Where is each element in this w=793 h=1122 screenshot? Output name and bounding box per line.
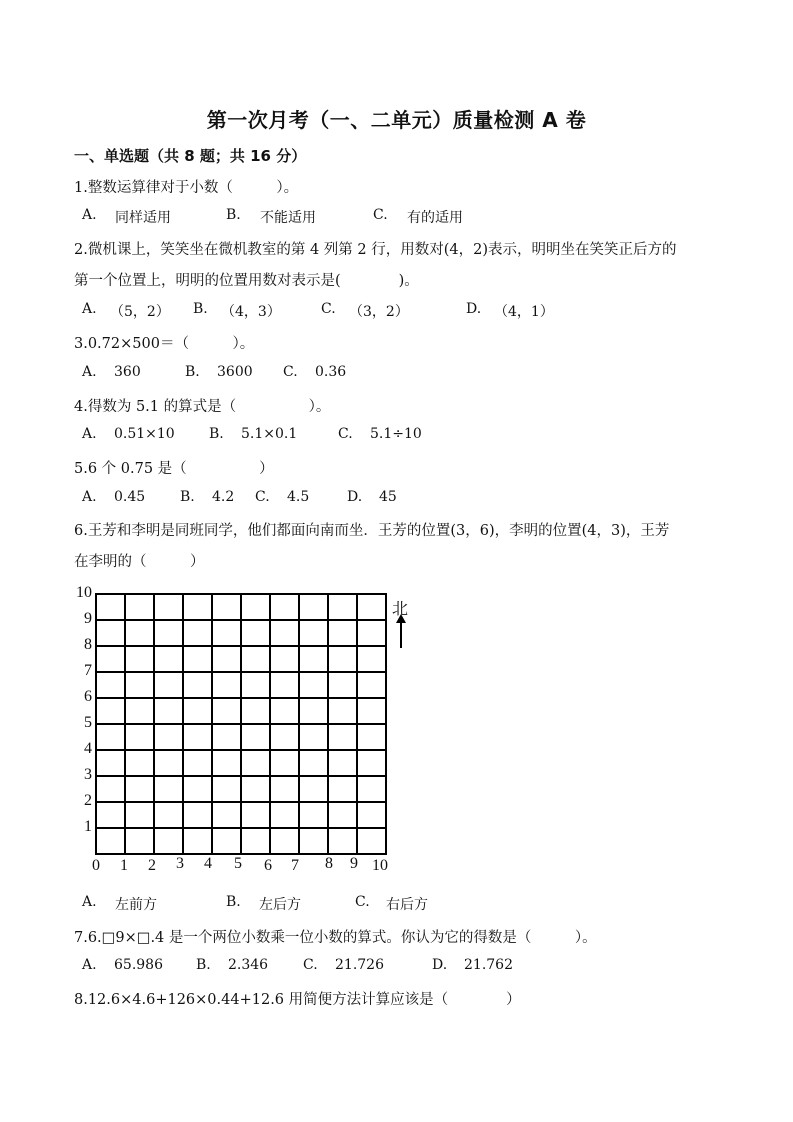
question-7-stem: 7.6.□9×□.4 是一个两位小数乘一位小数的算式。你认为它的得数是（ ）。 [74, 930, 597, 946]
grid-line [211, 593, 213, 855]
x-axis-label: 8 [325, 855, 333, 872]
q3-option-a-label: A. [82, 364, 97, 380]
q1-option-c-label: C. [373, 207, 388, 223]
q4-option-a-label: A. [82, 426, 97, 442]
q3-option-c-label: C. [283, 364, 298, 380]
question-5-stem: 5.6 个 0.75 是（ ） [74, 461, 274, 477]
x-axis-label: 9 [350, 855, 358, 872]
q5-option-d-text: 45 [379, 489, 397, 505]
q1-option-c-text: 有的适用 [407, 210, 463, 226]
grid-line [95, 593, 97, 855]
grid-line [385, 593, 387, 855]
x-axis-label: 2 [148, 857, 156, 874]
q4-option-b-text: 5.1×0.1 [241, 426, 298, 442]
north-arrow-icon [400, 620, 402, 648]
q5-option-b-text: 4.2 [212, 489, 235, 505]
q4-option-b-label: B. [209, 426, 224, 442]
q7-option-d-text: 21.762 [464, 957, 513, 973]
y-axis-label: 9 [84, 610, 92, 627]
q2-option-b-label: B. [193, 301, 208, 317]
x-axis-label: 10 [372, 857, 388, 874]
q7-option-b-text: 2.346 [228, 957, 269, 973]
x-axis-label: 4 [204, 855, 212, 872]
question-8-stem: 8.12.6×4.6+126×0.44+12.6 用简便方法计算应该是（ ） [74, 992, 521, 1008]
grid-line [269, 593, 271, 855]
question-3-stem: 3.0.72×500＝（ ）。 [74, 336, 255, 352]
grid-line [327, 593, 329, 855]
q1-option-a-text: 同样适用 [115, 210, 171, 226]
y-axis-label: 10 [76, 584, 92, 601]
q6-option-b-label: B. [226, 894, 241, 910]
y-axis-label: 4 [84, 740, 92, 757]
q5-option-d-label: D. [347, 489, 363, 505]
q1-option-a-label: A. [82, 207, 97, 223]
y-axis-label: 2 [84, 792, 92, 809]
page-title: 第一次月考（一、二单元）质量检测 A 卷 [206, 108, 587, 132]
q2-option-d-text: （4，1） [494, 304, 554, 320]
q1-option-b-text: 不能适用 [260, 210, 316, 226]
q1-option-b-label: B. [226, 207, 241, 223]
x-axis-label: 6 [264, 857, 272, 874]
grid-line [298, 593, 300, 855]
q6-option-b-text: 左后方 [259, 897, 301, 913]
question-2-stem-line2: 第一个位置上，明明的位置用数对表示是( )。 [74, 273, 419, 289]
x-axis-label: 7 [291, 857, 299, 874]
grid-line [182, 593, 184, 855]
y-axis-label: 3 [84, 766, 92, 783]
x-axis-label: 5 [234, 855, 242, 872]
x-axis-label: 1 [120, 857, 128, 874]
grid-line [356, 593, 358, 855]
grid-line [240, 593, 242, 855]
q3-option-b-text: 3600 [217, 364, 253, 380]
x-axis-label: 0 [92, 857, 100, 874]
q4-option-a-text: 0.51×10 [114, 426, 175, 442]
y-axis-label: 1 [84, 818, 92, 835]
north-label: 北 [392, 599, 409, 618]
question-2-stem-line1: 2.微机课上，笑笑坐在微机教室的第 4 列第 2 行，用数对(4，2)表示，明明坐在笑笑正后方的 [74, 242, 677, 258]
q7-option-a-text: 65.986 [114, 957, 163, 973]
q7-option-c-label: C. [303, 957, 318, 973]
q2-option-a-text: （5，2） [110, 304, 170, 320]
q7-option-a-label: A. [82, 957, 97, 973]
q3-option-b-label: B. [185, 364, 200, 380]
q2-option-c-text: （3，2） [349, 304, 409, 320]
question-6-stem-line1: 6.王芳和李明是同班同学，他们都面向南而坐．王芳的位置(3，6)，李明的位置(4，3)，王芳 [74, 523, 670, 539]
y-axis-label: 7 [84, 662, 92, 679]
y-axis-label: 6 [84, 688, 92, 705]
q5-option-a-text: 0.45 [114, 489, 146, 505]
question-4-stem: 4.得数为 5.1 的算式是（ ）。 [74, 399, 331, 415]
q5-option-b-label: B. [180, 489, 195, 505]
coordinate-grid [95, 593, 385, 853]
q5-option-c-text: 4.5 [287, 489, 310, 505]
q6-option-c-label: C. [355, 894, 370, 910]
q2-option-b-text: （4，3） [221, 304, 281, 320]
q2-option-d-label: D. [466, 301, 482, 317]
q2-option-a-label: A. [82, 301, 97, 317]
q6-option-a-label: A. [82, 894, 97, 910]
q5-option-a-label: A. [82, 489, 97, 505]
x-axis-label: 3 [176, 855, 184, 872]
q4-option-c-label: C. [338, 426, 353, 442]
q5-option-c-label: C. [255, 489, 270, 505]
grid-line [153, 593, 155, 855]
y-axis-label: 5 [84, 714, 92, 731]
q3-option-c-text: 0.36 [315, 364, 347, 380]
q7-option-b-label: B. [196, 957, 211, 973]
q7-option-c-text: 21.726 [335, 957, 384, 973]
section-heading: 一、单选题（共 8 题；共 16 分） [74, 147, 307, 165]
q3-option-a-text: 360 [114, 364, 141, 380]
question-6-stem-line2: 在李明的（ ） [74, 554, 205, 570]
grid-line [124, 593, 126, 855]
q6-option-c-text: 右后方 [386, 897, 428, 913]
q4-option-c-text: 5.1÷10 [370, 426, 422, 442]
q7-option-d-label: D. [432, 957, 448, 973]
question-1-stem: 1.整数运算律对于小数（ ）。 [74, 180, 299, 196]
q6-option-a-text: 左前方 [115, 897, 157, 913]
y-axis-label: 8 [84, 636, 92, 653]
q2-option-c-label: C. [321, 301, 336, 317]
